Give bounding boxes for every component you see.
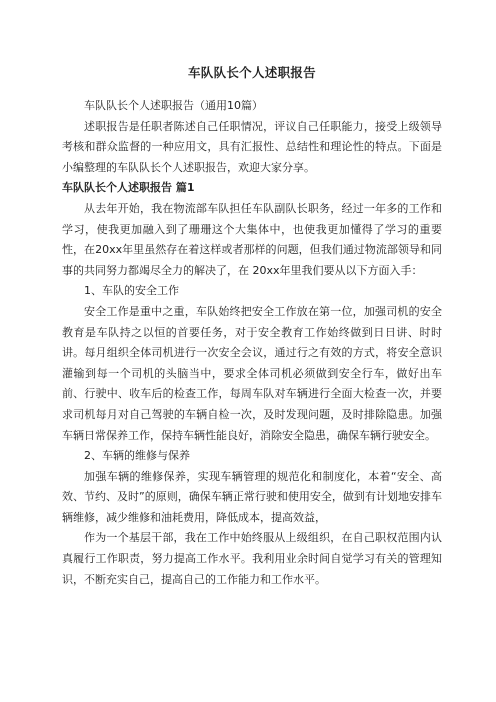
paragraph: 2、车辆的维修与保养 (84, 449, 190, 463)
section-heading: 车队队长个人述职报告 篇1 (62, 181, 195, 195)
paragraph: 车队队长个人述职报告（通用10篇） (84, 99, 263, 112)
document-title: 车队队长个人述职报告 (187, 65, 316, 80)
paragraph: 作为一个基层干部，我在工作中始终服从上级组织，在自己职权范围内认真履行工作职责，努力提高工作水平。我利用业余时间自觉学习有关的管理知识，不断充实自己，提高自己的工作能力和工作水平。 (62, 531, 442, 586)
paragraph: 1、车队的安全工作 (84, 284, 179, 298)
paragraph: 从去年开始，我在物流部车队担任车队副队长职务，经过一年多的工作和学习，使我更加融入到了珊珊这个大集体中，也使我更加懂得了学习的重要性，在20xx年里虽然存在着这样或者那样的问题，但我们通过物流部领导和同事的共同努力都竭尽全力的解决了，在 20xx年里我们要从以下方面入手： (62, 201, 442, 277)
document-body (62, 96, 442, 590)
paragraph: 述职报告是任职者陈述自己任职情况，评议自己任职能力，接受上级领导考核和群众监督的一种应用文，具有汇报性、总结性和理论性的特点。下面是小编整理的车队队长个人述职报告，欢迎大家分享。 (62, 119, 442, 174)
paragraph: 安全工作是重中之重，车队始终把安全工作放在第一位，加强司机的安全教育是车队持之以恒的首要任务，对于安全教育工作始终做到日日讲、时时讲。每月组织全体司机进行一次安全会议，通过行之有效的方式，将安全意识灌输到每一个司机的头脑当中，要求全体司机必须做到安全行车，做好出车前、行驶中、收车后的检查工作，每周车队对车辆进行全面大检查一次，并要求司机每月对自己驾驶的车辆自检一次，及时发现问题，及时排除隐患。加强车辆日常保养工作，保持车辆性能良好，消除安全隐患，确保车辆行驶安全。 (62, 304, 442, 442)
paragraph: 加强车辆的维修保养，实现车辆管理的规范化和制度化，本着“安全、高效、节约、及时”的原则，确保车辆正常行驶和使用安全，做到有计划地安排车辆维修，减少维修和油耗费用，降低成本，提高效益， (62, 469, 442, 524)
